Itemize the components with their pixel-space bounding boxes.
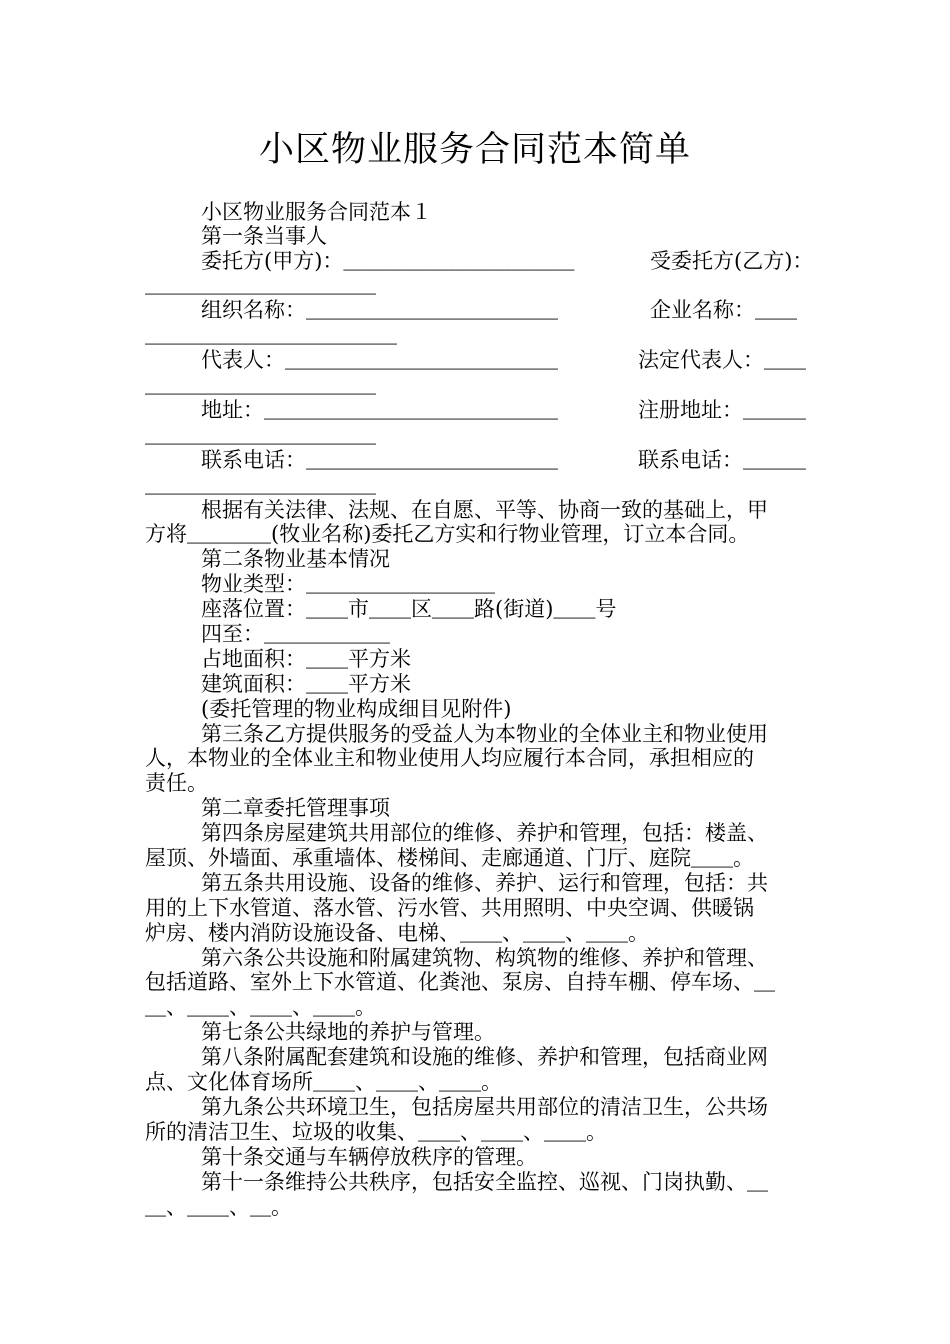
registered-address-blank: ＿＿＿＿＿＿＿＿＿＿＿ <box>145 423 376 447</box>
paragraph-line: 第十一条维持公共秩序，包括安全监控、巡视、门岗执勤、＿ <box>201 1170 768 1194</box>
paragraph-line: 点、文化体育场所＿＿、＿＿、＿＿。 <box>145 1070 502 1094</box>
land-area-field: 占地面积：＿＿平方米 <box>201 647 411 671</box>
paragraph-line: 屋顶、外墙面、承重墙体、楼梯间、走廊通道、门厅、庭院＿＿。 <box>145 846 754 870</box>
representative-field: 代表人：＿＿＿＿＿＿＿＿＿＿＿＿＿ <box>201 348 558 372</box>
paragraph-line: 人，本物业的全体业主和物业使用人均应履行本合同，承担相应的 <box>145 746 754 770</box>
address-field: 地址：＿＿＿＿＿＿＿＿＿＿＿＿＿＿ <box>201 398 558 422</box>
party-b-field: 受委托方(乙方)： <box>650 249 814 273</box>
paragraph-line: 根据有关法律、法规、在自愿、平等、协商一致的基础上，甲 <box>201 498 768 522</box>
paragraph-line: 第四条房屋建筑共用部位的维修、养护和管理，包括：楼盖、 <box>201 821 768 845</box>
paragraph-line: 第三条乙方提供服务的受益人为本物业的全体业主和物业使用 <box>201 722 768 746</box>
party-a-field: 委托方(甲方)：＿＿＿＿＿＿＿＿＿＿＿ <box>201 249 575 273</box>
paragraph-line: 第五条共用设施、设备的维修、养护、运行和管理，包括：共 <box>201 871 768 895</box>
paragraph-line: 第六条公共设施和附属建筑物、构筑物的维修、养护和管理、 <box>201 946 768 970</box>
paragraph-line: 包括道路、室外上下水管道、化粪池、泵房、自持车棚、停车场、＿ <box>145 970 775 994</box>
registered-address-field: 注册地址：＿＿＿ <box>638 398 806 422</box>
paragraph-line: ＿、＿＿、＿＿、＿＿。 <box>145 995 376 1019</box>
paragraph-line: 炉房、楼内消防设施设备、电梯、＿＿、＿＿、＿＿。 <box>145 921 649 945</box>
paragraph-line: 方将＿＿＿＿(牧业名称)委托乙方实和行物业管理，订立本合同。 <box>145 522 750 546</box>
legal-representative-field: 法定代表人：＿＿ <box>638 348 806 372</box>
paragraph-line: ＿、＿＿、＿。 <box>145 1195 292 1219</box>
article-heading: 第二条物业基本情况 <box>201 547 390 571</box>
company-name-blank: ＿＿＿＿＿＿＿＿＿＿＿＿ <box>145 323 397 347</box>
phone-field-a: 联系电话：＿＿＿＿＿＿＿＿＿＿＿＿ <box>201 448 558 472</box>
paragraph-line: 第八条附属配套建筑和设施的维修、养护和管理，包括商业网 <box>201 1045 768 1069</box>
legal-representative-blank: ＿＿＿＿＿＿＿＿＿＿＿ <box>145 373 376 397</box>
paragraph-line: 第十条交通与车辆停放秩序的管理。 <box>201 1145 537 1169</box>
location-field: 座落位置：＿＿市＿＿区＿＿路(街道)＿＿号 <box>201 597 617 621</box>
subtitle: 小区物业服务合同范本１ <box>201 200 432 224</box>
phone-blank-b: ＿＿＿＿＿＿＿＿＿＿＿ <box>145 473 376 497</box>
paragraph-line: 第七条公共绿地的养护与管理。 <box>201 1020 495 1044</box>
chapter-heading: 第二章委托管理事项 <box>201 796 390 820</box>
building-area-field: 建筑面积：＿＿平方米 <box>201 672 411 696</box>
note-line: (委托管理的物业构成细目见附件) <box>201 697 512 721</box>
party-b-blank: ＿＿＿＿＿＿＿＿＿＿＿ <box>145 273 376 297</box>
org-name-field: 组织名称：＿＿＿＿＿＿＿＿＿＿＿＿ <box>201 298 558 322</box>
paragraph-line: 用的上下水管道、落水管、污水管、共用照明、中央空调、供暖锅 <box>145 896 754 920</box>
document-title: 小区物业服务合同范本简单 <box>258 130 691 170</box>
paragraph-line: 所的清洁卫生、垃圾的收集、＿＿、＿＿、＿＿。 <box>145 1120 607 1144</box>
paragraph-line: 责任。 <box>145 771 208 795</box>
section-heading: 第一条当事人 <box>201 224 327 248</box>
paragraph-line: 第九条公共环境卫生，包括房屋共用部位的清洁卫生，公共场 <box>201 1095 768 1119</box>
boundaries-field: 四至：＿＿＿＿＿＿ <box>201 622 390 646</box>
company-name-field: 企业名称：＿＿ <box>650 298 797 322</box>
property-type-field: 物业类型：＿＿＿＿＿＿＿＿＿ <box>201 572 495 596</box>
phone-field-b: 联系电话：＿＿＿ <box>638 448 806 472</box>
